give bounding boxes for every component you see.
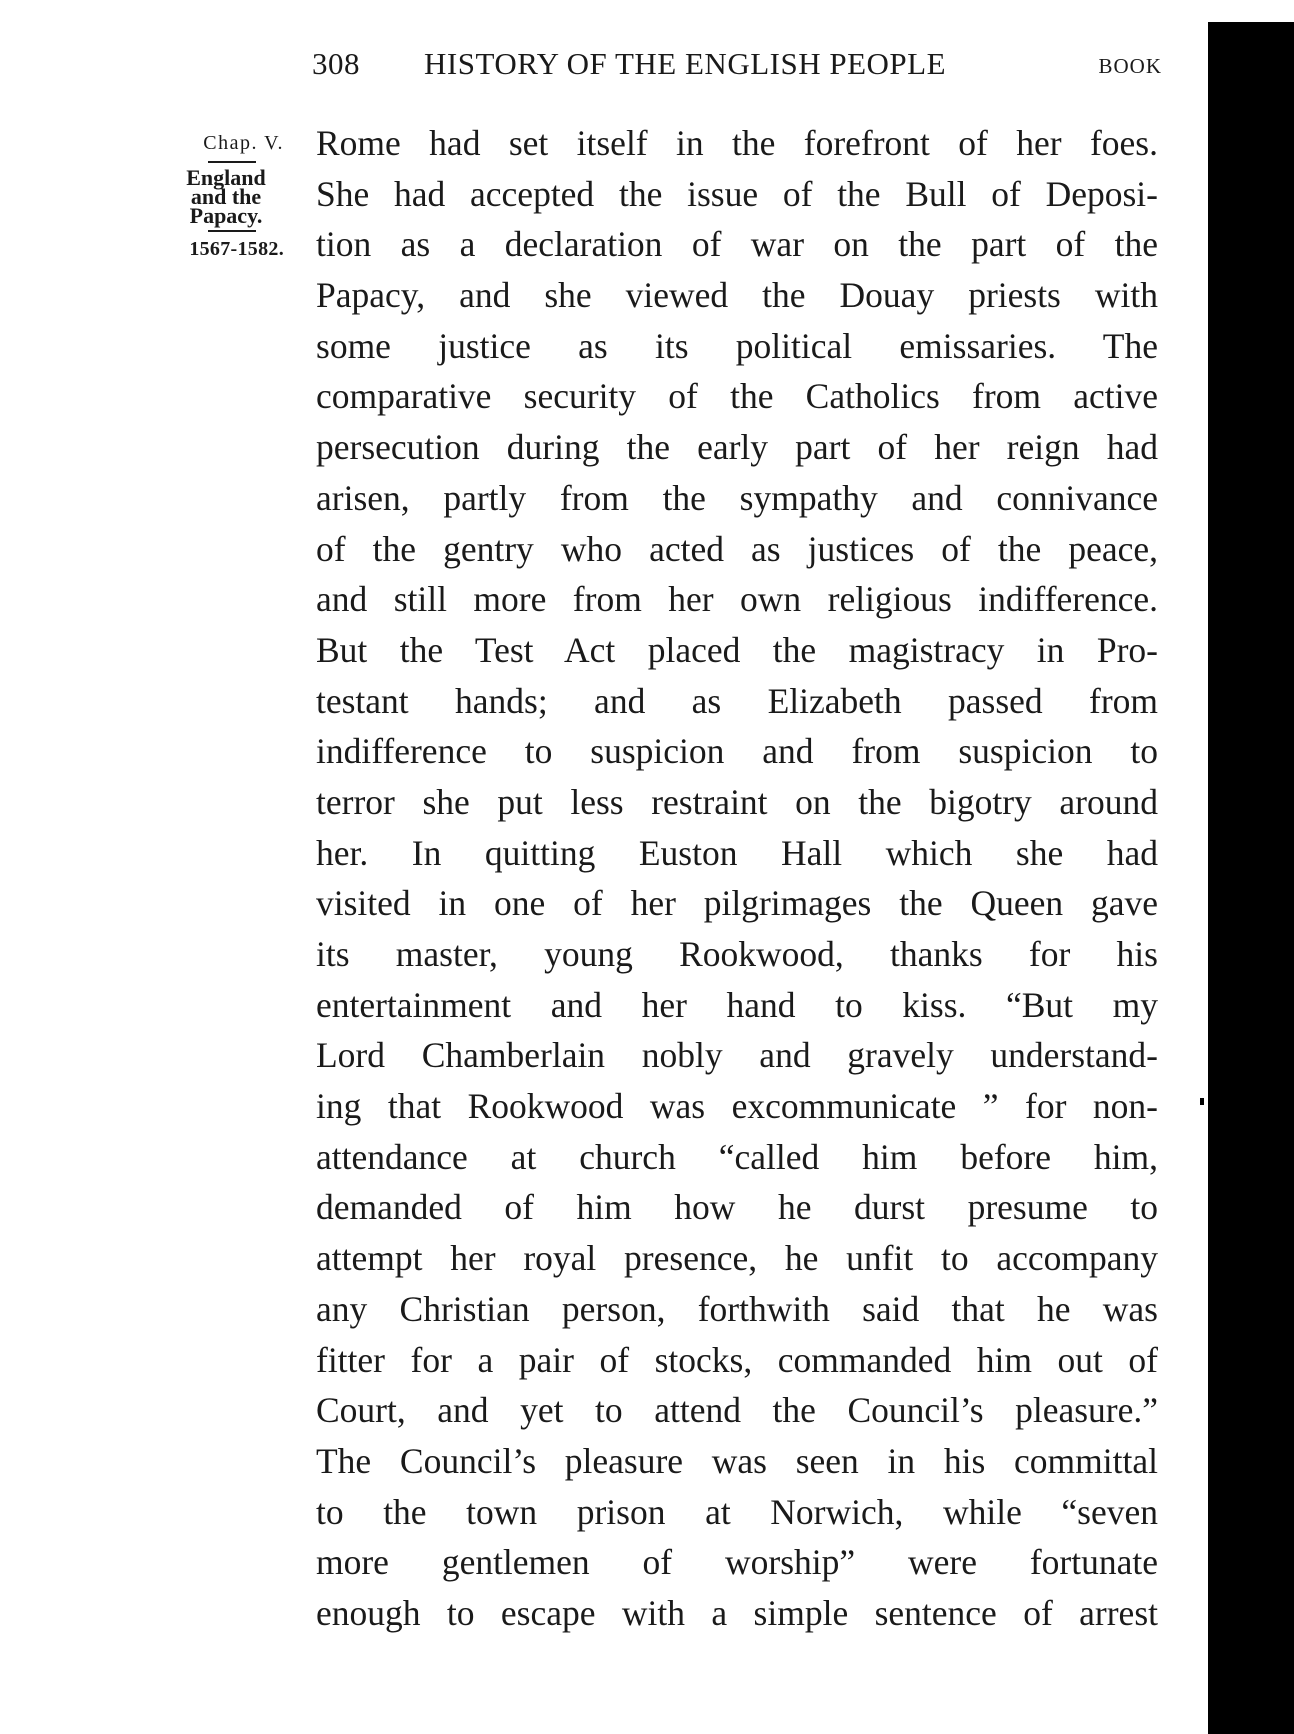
text-line: comparative security of the Catholics from active — [316, 376, 1158, 417]
scan-edge-shadow — [1208, 22, 1294, 1734]
text-line: attempt her royal presence, he unfit to accompany — [316, 1238, 1158, 1279]
running-head — [312, 46, 1162, 86]
text-line: indifference to suspicion and from suspicion to — [316, 731, 1158, 772]
text-line: enough to escape with a simple sentence of arrest — [316, 1592, 1158, 1633]
text-line: her. In quitting Euston Hall which she had — [316, 832, 1158, 873]
text-line: to the town prison at Norwich, while “seven — [316, 1491, 1158, 1532]
margin-dates: 1567-1582. — [189, 238, 284, 260]
text-line: testant hands; and as Elizabeth passed from — [316, 680, 1158, 721]
running-title: HISTORY OF THE ENGLISH PEOPLE — [424, 46, 947, 81]
text-line: any Christian person, forthwith said that he was — [316, 1288, 1158, 1329]
text-line: entertainment and her hand to kiss. “But my — [316, 984, 1158, 1025]
margin-rule-bottom — [208, 230, 256, 232]
topic-line-2: and the — [190, 184, 262, 209]
margin-rule-top — [208, 161, 256, 163]
text-line: demanded of him how he durst presume to — [316, 1187, 1158, 1228]
text-line: Rome had set itself in the forefront of her foes. — [316, 123, 1158, 163]
text-line: ing that Rookwood was excommunicate ” for non- — [316, 1086, 1158, 1127]
text-line: Papacy, and she viewed the Douay priests with — [316, 275, 1158, 316]
body-text — [316, 118, 1158, 1639]
text-line: terror she put less restraint on the bigotry around — [316, 781, 1158, 822]
running-book-label: BOOK — [1098, 54, 1162, 78]
text-line: fitter for a pair of stocks, commanded him out of — [316, 1339, 1158, 1380]
text-line: visited in one of her pilgrimages the Queen gave — [316, 883, 1158, 924]
scan-speck — [1200, 1098, 1204, 1105]
text-line: tion as a declaration of war on the part of the — [316, 224, 1158, 265]
text-line: of the gentry who acted as justices of the peace, — [316, 528, 1158, 569]
text-line: and still more from her own religious indifference. — [316, 579, 1158, 620]
text-line: The Council’s pleasure was seen in his committal — [316, 1440, 1158, 1481]
text-line: Court, and yet to attend the Council’s pleasure.” — [316, 1390, 1158, 1431]
text-line: attendance at church “called him before him, — [316, 1136, 1158, 1177]
text-line: some justice as its political emissaries. The — [316, 325, 1158, 366]
topic-line-3: Papacy. — [189, 203, 263, 228]
chapter-label: Chap. V. — [203, 132, 284, 154]
page-number: 308 — [312, 46, 360, 81]
text-line: But the Test Act placed the magistracy in Pro- — [316, 629, 1158, 670]
text-line: its master, young Rookwood, thanks for his — [316, 934, 1158, 974]
text-line: persecution during the early part of her reign had — [316, 427, 1158, 468]
text-line: She had accepted the issue of the Bull of Deposi- — [316, 173, 1158, 214]
text-line: more gentlemen of worship” were fortunate — [316, 1542, 1158, 1583]
topic-line-1: England — [186, 165, 266, 190]
margin-notes — [168, 130, 284, 261]
text-line: Lord Chamberlain nobly and gravely understand- — [316, 1035, 1158, 1076]
text-line: arisen, partly from the sympathy and connivance — [316, 477, 1158, 518]
